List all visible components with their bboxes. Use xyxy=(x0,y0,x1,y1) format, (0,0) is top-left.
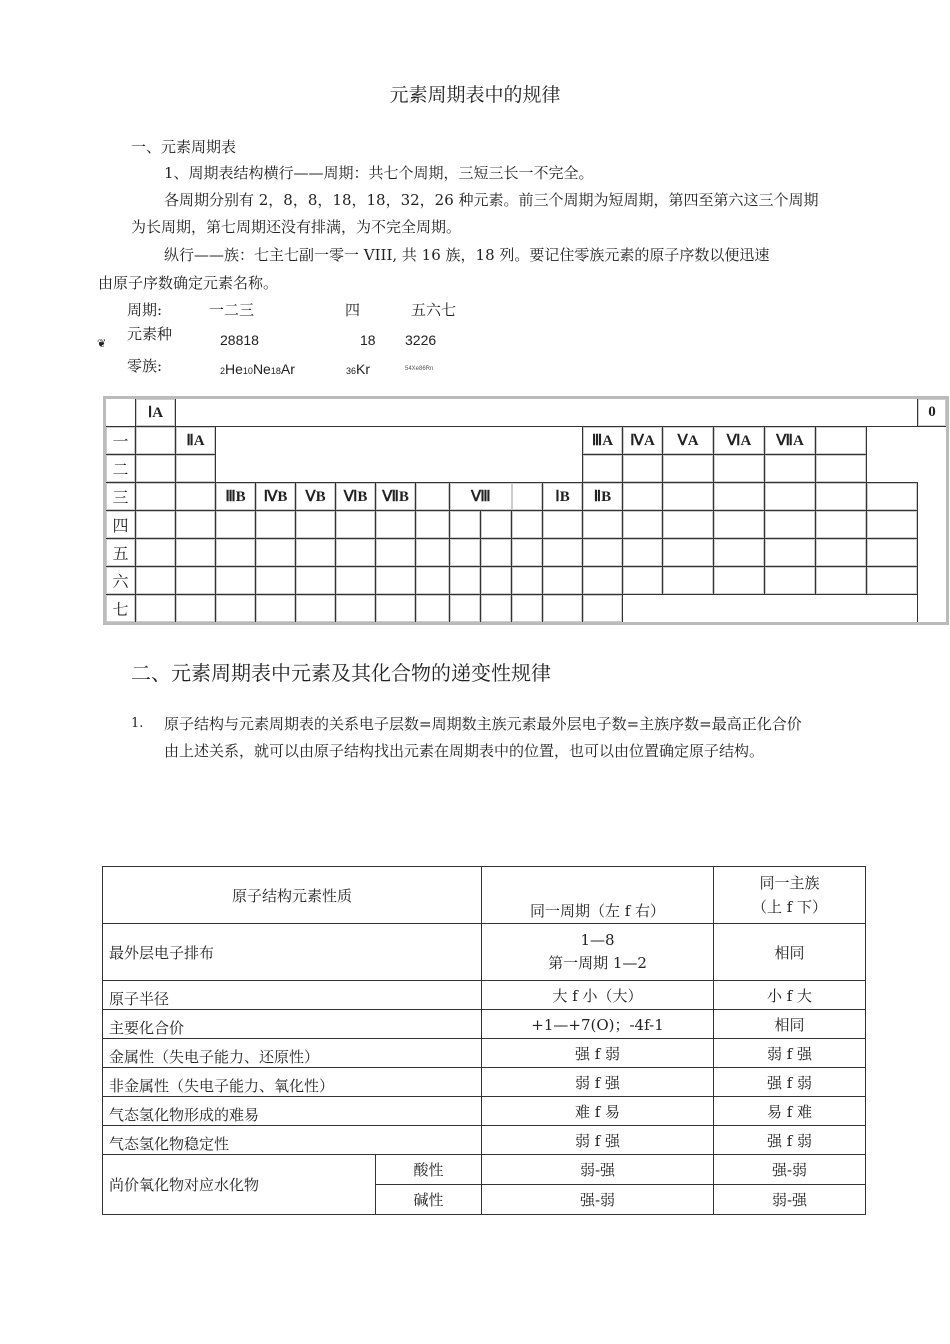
pt-cell xyxy=(663,511,714,539)
group-ib-header: ⅠB xyxy=(543,483,583,511)
pt-cell xyxy=(714,567,765,595)
pt-cell xyxy=(623,567,663,595)
pt-cell xyxy=(512,595,543,624)
pt-cell xyxy=(176,455,216,483)
relation-line1: 原子结构与元素周期表的关系电子层数=周期数主族元素最外层电子数=主族序数=最高正化合价 xyxy=(164,715,802,733)
pt-row-period-7 xyxy=(105,595,948,624)
group-vb-header: ⅤB xyxy=(296,483,336,511)
pt-period7-empty xyxy=(623,595,918,624)
decorative-mark-icon: ❦ xyxy=(97,337,107,350)
row-outer-electrons-group: 相同 xyxy=(714,924,866,981)
zero-group-light: 2He10Ne18Ar xyxy=(220,361,295,377)
pt-cell xyxy=(176,483,216,511)
pt-cell xyxy=(663,455,714,483)
row-outer-electrons-period xyxy=(482,924,714,981)
pt-cell xyxy=(623,483,663,511)
pt-cell xyxy=(583,455,623,483)
section1-heading: 一、元素周期表 xyxy=(131,138,237,156)
pt-cell xyxy=(583,539,623,567)
pt-cell xyxy=(816,455,867,483)
table-row xyxy=(103,1010,866,1039)
pt-cell xyxy=(336,567,376,595)
pt-cell xyxy=(216,595,256,624)
pt-corner-cell xyxy=(105,398,136,427)
table-header-row xyxy=(103,867,866,924)
row-outer-electrons-period-2: 第一周期 1—2 xyxy=(548,954,647,972)
pt-cell xyxy=(714,455,765,483)
pt-cell xyxy=(216,567,256,595)
row-acidity-label: 酸性 xyxy=(376,1155,482,1185)
paragraph-periods-line1: 各周期分别有 2，8，8，18，18，32，26 种元素。前三个周期为短周期，第四至第六这三个周期 xyxy=(164,191,819,209)
group-va-header: ⅤA xyxy=(663,427,714,455)
pt-cell xyxy=(765,539,816,567)
pt-cell xyxy=(376,567,416,595)
pt-cell xyxy=(543,567,583,595)
period-5-label: 五 xyxy=(105,539,136,567)
pt-cell xyxy=(714,539,765,567)
row-basicity-group: 弱-强 xyxy=(714,1185,866,1215)
list-item-number: 1. xyxy=(131,716,144,731)
group-ia-header: ⅠA xyxy=(136,398,176,427)
pt-row-period-1 xyxy=(105,427,948,455)
table-row xyxy=(103,924,866,981)
pt-cell xyxy=(416,539,450,567)
pt-cell xyxy=(296,539,336,567)
pt-cell xyxy=(136,595,176,624)
pt-cell xyxy=(256,539,296,567)
row-nonmetallic-label: 非金属性（失电子能力、氧化性） xyxy=(103,1068,482,1097)
pt-cell xyxy=(176,567,216,595)
group-iva-header: ⅣA xyxy=(623,427,663,455)
row-hydride-formation-period: 难 f 易 xyxy=(482,1097,714,1126)
pt-cell xyxy=(376,539,416,567)
pt-top-span xyxy=(176,398,918,427)
pt-cell xyxy=(136,427,176,455)
row-oxide-hydrate-label: 尚价氧化物对应水化物 xyxy=(103,1155,376,1215)
pt-cell xyxy=(663,567,714,595)
pt-cell xyxy=(512,483,543,511)
header-same-group xyxy=(714,867,866,924)
pt-cell xyxy=(176,511,216,539)
pt-cell xyxy=(136,483,176,511)
row-metallic-period: 强 f 弱 xyxy=(482,1039,714,1068)
table-row xyxy=(103,1097,866,1126)
pt-cell xyxy=(765,567,816,595)
pt-cell xyxy=(663,539,714,567)
period-6-label: 六 xyxy=(105,567,136,595)
period-7-label: 七 xyxy=(105,595,136,624)
pt-cell xyxy=(816,567,867,595)
period-2-label: 二 xyxy=(105,455,136,483)
pt-cell xyxy=(481,595,512,624)
header-same-group-line2: （上 f 下） xyxy=(751,898,828,916)
pt-cell xyxy=(623,511,663,539)
table-row xyxy=(103,1126,866,1155)
element-count-label: 元素种 xyxy=(127,325,173,343)
pt-cell xyxy=(136,455,176,483)
row-radius-group: 小 f 大 xyxy=(714,981,866,1010)
row-outer-electrons-label: 最外层电子排布 xyxy=(103,924,482,981)
pt-cell xyxy=(176,595,216,624)
pt-cell xyxy=(623,455,663,483)
pt-row-period-4 xyxy=(105,511,948,539)
pt-cell xyxy=(816,483,867,511)
row-radius-label: 原子半径 xyxy=(103,981,482,1010)
pt-cell xyxy=(512,539,543,567)
group-iiia-header: ⅢA xyxy=(583,427,623,455)
pt-cell xyxy=(450,595,481,624)
pt-cell xyxy=(512,511,543,539)
pt-cell xyxy=(416,483,450,511)
pt-cell xyxy=(867,539,918,567)
period-label: 周期: xyxy=(127,301,163,319)
header-same-period: 同一周期（左 f 右） xyxy=(482,867,714,924)
period-1-label: 一 xyxy=(105,427,136,455)
row-basicity-label: 碱性 xyxy=(376,1185,482,1215)
pt-cell xyxy=(256,595,296,624)
pt-cell xyxy=(136,567,176,595)
pt-cell xyxy=(336,539,376,567)
pt-cell xyxy=(450,539,481,567)
row-basicity-period: 强-弱 xyxy=(482,1185,714,1215)
section2-heading: 二、元素周期表中元素及其化合物的递变性规律 xyxy=(131,661,551,685)
row-hydride-stability-label: 气态氢化物稳定性 xyxy=(103,1126,482,1155)
period-group-3: 五六七 xyxy=(411,301,457,319)
row-hydride-formation-group: 易 f 难 xyxy=(714,1097,866,1126)
pt-cell xyxy=(481,511,512,539)
pt-cell xyxy=(714,483,765,511)
pt-cell xyxy=(416,511,450,539)
row-hydride-formation-label: 气态氢化物形成的难易 xyxy=(103,1097,482,1126)
group-viib-header: ⅦB xyxy=(376,483,416,511)
period-group-2: 四 xyxy=(345,301,361,319)
pt-cell xyxy=(583,567,623,595)
pt-cell xyxy=(867,483,918,511)
pt-cell xyxy=(336,595,376,624)
row-hydride-stability-period: 弱 f 强 xyxy=(482,1126,714,1155)
group-zero-header: 0 xyxy=(918,398,948,427)
row-valence-group: 相同 xyxy=(714,1010,866,1039)
pt-cell xyxy=(296,511,336,539)
paragraph-periods-line2: 为长周期，第七周期还没有排满，为不完全周期。 xyxy=(131,218,462,236)
pt-cell xyxy=(714,511,765,539)
table-row xyxy=(103,1155,866,1185)
pt-cell xyxy=(336,511,376,539)
period-4-label: 四 xyxy=(105,511,136,539)
pt-cell xyxy=(481,567,512,595)
element-count-3: 3226 xyxy=(405,332,437,348)
pt-cell xyxy=(376,511,416,539)
pt-cell xyxy=(867,567,918,595)
group-iiib-header: ⅢB xyxy=(216,483,256,511)
group-via-header: ⅥA xyxy=(714,427,765,455)
pt-cell xyxy=(765,483,816,511)
table-row xyxy=(103,981,866,1010)
element-count-2: 18 xyxy=(360,332,376,348)
zero-group-label: 零族: xyxy=(127,357,163,375)
page-title: 元素周期表中的规律 xyxy=(389,84,561,106)
pt-cell xyxy=(256,567,296,595)
row-outer-electrons-period-1: 1—8 xyxy=(580,931,615,949)
pt-transition-gap xyxy=(216,427,583,483)
pt-row-period-5 xyxy=(105,539,948,567)
zero-group-xe-rn: 54Xe86Rn xyxy=(405,366,434,372)
paragraph-groups-line1: 纵行——族：七主七副一零一 VIII, 共 16 族，18 列。要记住零族元素的原子序数以便迅速 xyxy=(164,246,770,264)
relation-line2: 由上述关系，就可以由原子结构找出元素在周期表中的位置，也可以由位置确定原子结构。 xyxy=(164,742,765,760)
property-trend-table xyxy=(102,866,866,1215)
group-viii-header: Ⅷ xyxy=(450,483,512,511)
pt-cell xyxy=(296,595,336,624)
header-same-group-line1: 同一主族 xyxy=(759,874,820,892)
pt-cell xyxy=(256,511,296,539)
paragraph-structure: 1、周期表结构横行——周期：共七个周期，三短三长一不完全。 xyxy=(164,164,594,182)
pt-row-period-6 xyxy=(105,567,948,595)
pt-cell xyxy=(623,539,663,567)
element-count-1: 28818 xyxy=(220,332,259,348)
group-iia-header: ⅡA xyxy=(176,427,216,455)
row-valence-label: 主要化合价 xyxy=(103,1010,482,1039)
pt-cell xyxy=(376,595,416,624)
pt-cell xyxy=(136,511,176,539)
pt-cell xyxy=(450,511,481,539)
group-iib-header: ⅡB xyxy=(583,483,623,511)
pt-cell xyxy=(481,539,512,567)
row-valence-period: +1—+7(O)；-4f-1 xyxy=(482,1010,714,1039)
paragraph-groups-line2: 由原子序数确定元素名称。 xyxy=(98,274,279,292)
table-row xyxy=(103,1068,866,1097)
pt-cell xyxy=(867,511,918,539)
pt-cell xyxy=(543,595,583,624)
pt-cell xyxy=(663,483,714,511)
pt-cell xyxy=(765,511,816,539)
period-group-1: 一二三 xyxy=(209,301,255,319)
periodic-table-skeleton xyxy=(103,396,949,625)
pt-cell xyxy=(816,427,867,455)
pt-cell xyxy=(296,567,336,595)
group-viia-header: ⅦA xyxy=(765,427,816,455)
pt-cell xyxy=(176,539,216,567)
header-property: 原子结构元素性质 xyxy=(103,867,482,924)
pt-cell xyxy=(216,539,256,567)
pt-cell xyxy=(765,455,816,483)
pt-cell xyxy=(512,567,543,595)
pt-cell xyxy=(450,567,481,595)
pt-row-period-3 xyxy=(105,483,948,511)
pt-cell xyxy=(416,567,450,595)
row-metallic-label: 金属性（失电子能力、还原性） xyxy=(103,1039,482,1068)
row-nonmetallic-period: 弱 f 强 xyxy=(482,1068,714,1097)
row-nonmetallic-group: 强 f 弱 xyxy=(714,1068,866,1097)
row-radius-period: 大 f 小（大） xyxy=(482,981,714,1010)
pt-cell xyxy=(543,539,583,567)
zero-group-kr: 36Kr xyxy=(346,361,371,377)
pt-cell xyxy=(816,511,867,539)
pt-cell xyxy=(816,539,867,567)
group-vib-header: ⅥB xyxy=(336,483,376,511)
period-3-label: 三 xyxy=(105,483,136,511)
row-acidity-period: 弱-强 xyxy=(482,1155,714,1185)
row-metallic-group: 弱 f 强 xyxy=(714,1039,866,1068)
row-hydride-stability-group: 强 f 弱 xyxy=(714,1126,866,1155)
pt-cell xyxy=(583,595,623,624)
pt-cell xyxy=(216,511,256,539)
table-row xyxy=(103,1039,866,1068)
pt-row-header xyxy=(105,398,948,427)
pt-cell xyxy=(543,511,583,539)
pt-cell xyxy=(583,511,623,539)
pt-cell xyxy=(136,539,176,567)
pt-cell xyxy=(416,595,450,624)
row-acidity-group: 强-弱 xyxy=(714,1155,866,1185)
group-ivb-header: ⅣB xyxy=(256,483,296,511)
